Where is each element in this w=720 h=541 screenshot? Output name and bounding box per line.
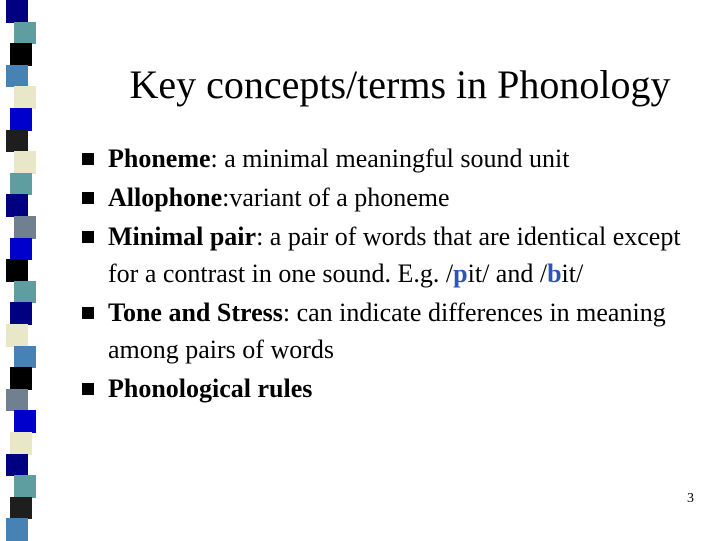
page-number: 3 [687, 491, 694, 506]
stripe-block [14, 151, 36, 174]
bullet-text: :variant of a phoneme [222, 183, 450, 212]
bullet-text: : can indicate differences in meaning among pairs of words [108, 298, 666, 364]
stripe-block [14, 86, 36, 109]
stripe-block [10, 43, 32, 66]
stripe-block [14, 216, 36, 239]
list-item [82, 294, 712, 368]
stripe-block [14, 281, 36, 304]
stripe-block [10, 238, 32, 261]
stripe-block [6, 259, 28, 282]
square-bullet-icon [82, 153, 94, 165]
stripe-block [14, 475, 36, 498]
stripe-block [6, 65, 28, 88]
stripe-block [6, 0, 28, 23]
square-bullet-icon [82, 192, 94, 204]
bullet-text-end: it/ [561, 259, 584, 288]
decorative-stripe [0, 0, 64, 540]
list-item [82, 370, 712, 407]
slide-title: Key concepts/terms in Phonology [129, 62, 671, 107]
stripe-block [6, 389, 28, 412]
bullet-term: Phonological rules [108, 374, 313, 403]
stripe-block [6, 454, 28, 477]
stripe-block [14, 346, 36, 369]
stripe-block [6, 130, 28, 153]
list-item [82, 218, 712, 292]
bullet-text-mid: it/ and / [467, 259, 548, 288]
stripe-block [6, 518, 28, 541]
list-item [82, 179, 712, 216]
stripe-block [10, 302, 32, 325]
bullet-text: : a pair of words that are identical except for a contrast in one sound. E.g. / [108, 222, 681, 288]
square-bullet-icon [82, 231, 94, 243]
square-bullet-icon [82, 383, 94, 395]
bullet-term: Tone and Stress [108, 298, 283, 327]
bullet-list [82, 140, 712, 409]
stripe-block [14, 410, 36, 433]
bullet-term: Phoneme [108, 144, 211, 173]
stripe-block [10, 432, 32, 455]
stripe-block [10, 173, 32, 196]
stripe-block [10, 367, 32, 390]
highlight-letter-p: p [453, 259, 468, 288]
bullet-text: : a minimal meaningful sound unit [210, 144, 570, 173]
list-item [82, 140, 712, 177]
stripe-block [6, 194, 28, 217]
stripe-block [6, 324, 28, 347]
stripe-block [14, 22, 36, 45]
square-bullet-icon [82, 307, 94, 319]
highlight-letter-b: b [547, 259, 562, 288]
bullet-term: Allophone [108, 183, 223, 212]
stripe-block [10, 108, 32, 131]
stripe-block [10, 497, 32, 520]
bullet-term: Minimal pair [108, 222, 257, 251]
